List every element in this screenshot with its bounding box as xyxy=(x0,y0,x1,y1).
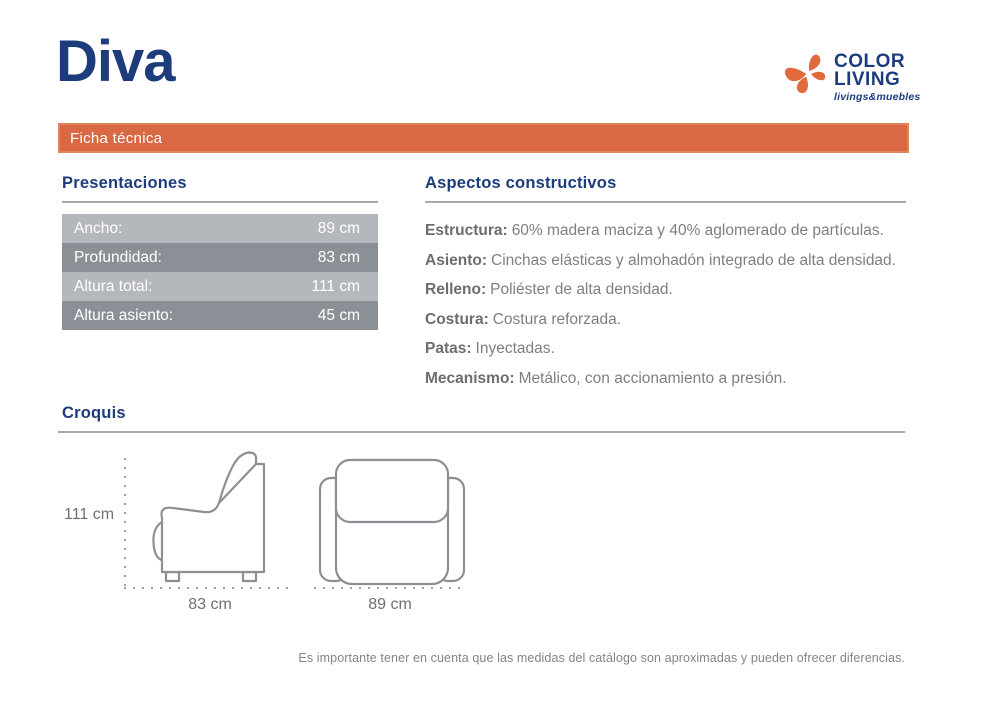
presentaciones-section xyxy=(62,174,378,330)
aspectos-section xyxy=(425,174,906,393)
row-value: 83 cm xyxy=(317,248,360,266)
height-dimension-label: 111 cm xyxy=(64,506,115,523)
logo-word-living: LIVING xyxy=(834,69,901,90)
croquis-heading: Croquis xyxy=(62,404,126,422)
list-item xyxy=(425,334,906,364)
row-value: 111 cm xyxy=(311,277,360,295)
item-text: Metálico, con accionamiento a presión. xyxy=(518,369,787,387)
logo-word-color: COLOR xyxy=(834,51,906,72)
list-item xyxy=(425,364,906,394)
row-label: Profundidad: xyxy=(74,248,162,266)
item-text: Cinchas elásticas y almohadón integrado de alta densidad. xyxy=(491,251,896,269)
logo-text xyxy=(834,53,920,103)
product-title: Diva xyxy=(56,29,175,94)
item-label: Estructura: xyxy=(425,222,508,239)
item-label: Relleno: xyxy=(425,281,487,298)
table-row xyxy=(62,243,378,272)
item-text: Costura reforzada. xyxy=(492,310,622,328)
item-label: Costura: xyxy=(425,310,489,328)
chair-front-view-sketch xyxy=(318,458,466,586)
item-label: Patas: xyxy=(425,340,472,357)
butterfly-icon xyxy=(785,50,832,100)
heading-rule xyxy=(425,201,906,203)
list-item xyxy=(425,246,906,276)
table-row xyxy=(62,214,378,243)
row-value: 45 cm xyxy=(317,306,360,324)
item-text: Poliéster de alta densidad. xyxy=(490,281,673,298)
item-label: Mecanismo: xyxy=(425,369,515,387)
width-dimension-label: 89 cm xyxy=(368,596,412,613)
brand-logo xyxy=(785,50,921,103)
presentaciones-heading: Presentaciones xyxy=(62,174,187,192)
item-text: 60% madera maciza y 40% aglomerado de partículas. xyxy=(511,222,884,239)
item-text: Inyectadas. xyxy=(475,340,555,357)
dimensions-table xyxy=(62,214,378,330)
depth-dimension-label: 83 cm xyxy=(188,596,232,613)
vertical-dotted-line xyxy=(124,458,126,588)
chair-side-view-sketch xyxy=(146,448,296,590)
table-row xyxy=(62,301,378,330)
heading-rule xyxy=(62,201,378,203)
banner-title: Ficha técnica xyxy=(70,129,163,147)
horizontal-dotted-line xyxy=(124,587,292,589)
item-label: Asiento: xyxy=(425,251,487,269)
list-item xyxy=(425,305,906,335)
table-row xyxy=(62,272,378,301)
row-label: Altura asiento: xyxy=(74,306,174,324)
disclaimer-text: Es importante tener en cuenta que las medidas del catálogo son aproximadas y pueden ofrecer diferencias. xyxy=(298,651,905,665)
row-label: Altura total: xyxy=(74,277,153,295)
row-value: 89 cm xyxy=(317,219,360,237)
aspectos-heading: Aspectos constructivos xyxy=(425,174,617,192)
list-item xyxy=(425,275,906,305)
list-item xyxy=(425,216,906,246)
aspectos-list xyxy=(425,216,906,393)
heading-rule xyxy=(58,431,905,433)
horizontal-dotted-line xyxy=(314,587,462,589)
row-label: Ancho: xyxy=(74,219,123,237)
logo-tagline: livings&muebles xyxy=(834,91,921,103)
section-banner xyxy=(58,123,909,153)
